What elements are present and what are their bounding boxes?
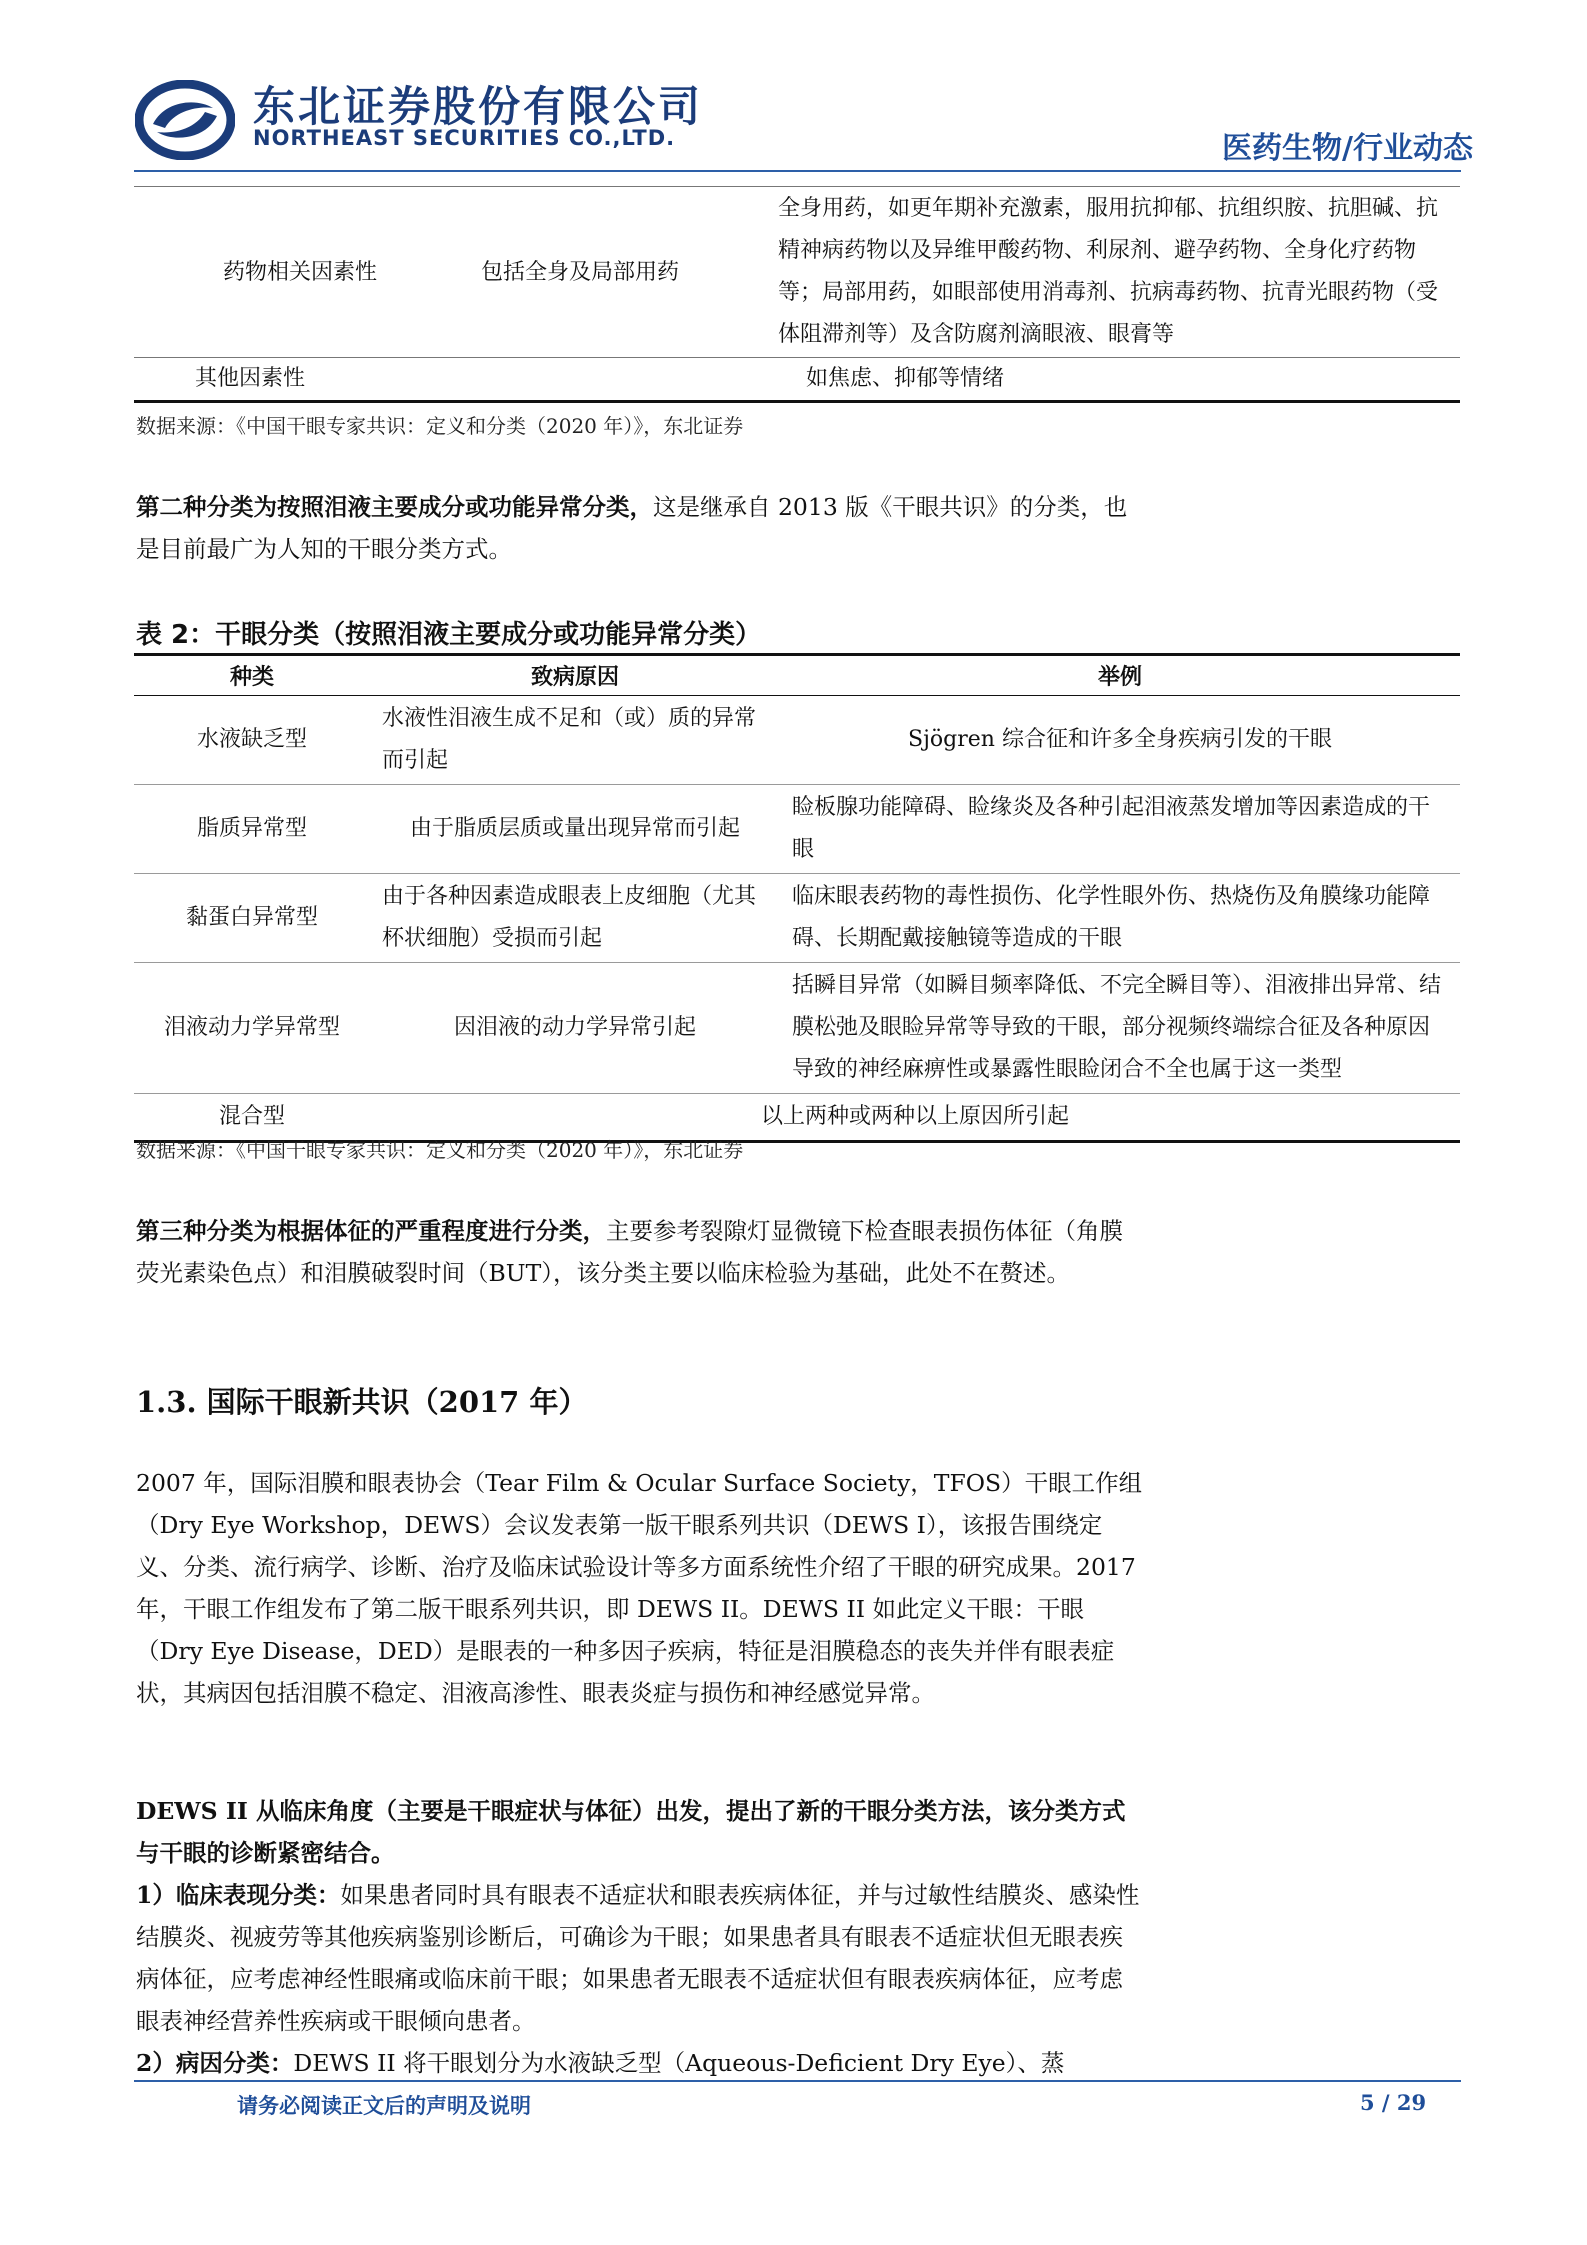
paragraph-dews-intro: 2007 年，国际泪膜和眼表协会（Tear Film & Ocular Surface Society，TFOS）干眼工作组（Dry Eye Workshop，DEWS）会议发表第一版干眼系列共识（DEWS I），该报告围绕定义、分类、流行病学、诊断、治疗及临床试验设计等多方面系统性介绍了干眼的研究成果。2017 年，干眼工作组发布了第二版干眼系列共识，即 DEWS II。DEWS II 如此定义干眼：干眼（Dry Eye Disease，DED）是眼表的一种多因子疾病，特征是泪膜稳态的丧失并伴有眼表症状，其病因包括泪膜不稳定、泪液高渗性、眼表炎症与损伤和神经感觉异常。 [136, 1469, 1143, 1707]
table2-type-cell: 水液缺乏型 [134, 696, 370, 785]
table2-header: 举例 [780, 655, 1460, 696]
table2-example-cell: 括瞬目异常（如瞬目频率降低、不完全瞬目等）、泪液排出异常、结膜松弛及眼睑异常等导致的干眼，部分视频终端综合征及各种原因导致的神经麻痹性或暴露性眼睑闭合不全也属于这一类型 [780, 963, 1460, 1094]
table1-source: 数据来源：《中国干眼专家共识：定义和分类（2020 年）》，东北证券 [136, 414, 744, 438]
table-row [134, 696, 1460, 785]
table1-examples-cell: 如焦虑、抑郁等情绪 [806, 366, 1005, 391]
paragraph-etiology-classification [136, 2042, 1146, 2084]
table2-caption: 表 2：干眼分类（按照泪液主要成分或功能异常分类） [136, 620, 762, 650]
table-row [134, 963, 1460, 1094]
paragraph-lead: 第二种分类为按照泪液主要成分或功能异常分类， [136, 493, 653, 521]
paragraph-lead: 第三种分类为根据体征的严重程度进行分类， [136, 1217, 606, 1245]
paragraph-body: 这是继承自 2013 版《干眼共识》的分类，也是目前最广为人知的干眼分类方式。 [136, 493, 1128, 563]
table1-factor-cell: 其他因素性 [194, 366, 305, 391]
paragraph-body: 主要参考裂隙灯显微镜下检查眼表损伤体征（角膜荧光素染色点）和泪膜破裂时间（BUT），该分类主要以临床检验为基础，此处不在赘述。 [136, 1217, 1123, 1287]
table1-factor-cell: 药物相关因素性 [222, 260, 377, 285]
table-row [134, 785, 1460, 874]
paragraph-lead: 1）临床表现分类： [136, 1881, 341, 1909]
header-divider [134, 170, 1461, 172]
table2-type-cell: 泪液动力学异常型 [134, 963, 370, 1094]
table2 [134, 655, 1460, 1143]
table2-source: 数据来源：《中国干眼专家共识：定义和分类（2020 年）》，东北证券 [136, 1138, 744, 1162]
paragraph-body: 如果患者同时具有眼表不适症状和眼表疾病体征，并与过敏性结膜炎、感染性结膜炎、视疲劳等其他疾病鉴别诊断后，可确诊为干眼；如果患者具有眼表不适症状但无眼表疾病体征，应考虑神经性眼痛或临床前干眼；如果患者无眼表不适症状但有眼表疾病体征，应考虑眼表神经营养性疾病或干眼倾向患者。 [136, 1881, 1140, 2035]
table1-bottom-rule [134, 400, 1460, 403]
table1-scope-cell: 包括全身及局部用药 [480, 260, 679, 285]
table-row [134, 874, 1460, 963]
table2-header-row [134, 655, 1460, 696]
footer-divider [134, 2080, 1461, 2082]
company-logo [135, 80, 235, 160]
table2-cause-cell: 因泪液的动力学异常引起 [370, 963, 780, 1094]
table2-example-cell: 睑板腺功能障碍、睑缘炎及各种引起泪液蒸发增加等因素造成的干眼 [780, 785, 1460, 874]
table2-header: 致病原因 [370, 655, 780, 696]
footer-disclaimer: 请务必阅读正文后的声明及说明 [237, 2094, 531, 2118]
company-name-cn: 东北证券股份有限公司 [253, 82, 704, 131]
paragraph-classification-2 [136, 486, 1146, 570]
table1-top-rule [134, 186, 1460, 187]
company-name-en: NORTHEAST SECURITIES CO.,LTD. [253, 126, 676, 150]
paragraph-lead: 2）病因分类： [136, 2049, 294, 2077]
page-number: 5 / 29 [1360, 2090, 1427, 2115]
paragraph-classification-3 [136, 1210, 1146, 1294]
table2-type-cell: 脂质异常型 [134, 785, 370, 874]
paragraph-clinical-classification [136, 1874, 1146, 2042]
table2-cause-cell: 水液性泪液生成不足和（或）质的异常而引起 [370, 696, 780, 785]
table2-example-cell: Sjögren 综合征和许多全身疾病引发的干眼 [780, 696, 1460, 785]
section-heading: 1.3. 国际干眼新共识（2017 年） [136, 1385, 588, 1419]
table2-header: 种类 [134, 655, 370, 696]
table2-cause-cell: 由于脂质层质或量出现异常而引起 [370, 785, 780, 874]
paragraph-body: DEWS II 将干眼划分为水液缺乏型（Aqueous-Deficient Dry Eye）、蒸 [293, 2049, 1065, 2077]
table2-cause-cell: 由于各种因素造成眼表上皮细胞（尤其杯状细胞）受损而引起 [370, 874, 780, 963]
table2-type-cell: 混合型 [134, 1094, 370, 1142]
table2-type-cell: 黏蛋白异常型 [134, 874, 370, 963]
table1-examples-cell: 全身用药，如更年期补充激素，服用抗抑郁、抗组织胺、抗胆碱、抗精神病药物以及异维甲酸药物、利尿剂、避孕药物、全身化疗药物等；局部用药，如眼部使用消毒剂、抗病毒药物、抗青光眼药物（受体阻滞剂等）及含防腐剂滴眼液、眼膏等 [778, 196, 1439, 347]
table2-cause-cell: 以上两种或两种以上原因所引起 [370, 1094, 1460, 1142]
table2-example-cell: 临床眼表药物的毒性损伤、化学性眼外伤、热烧伤及角膜缘功能障碍、长期配戴接触镜等造成的干眼 [780, 874, 1460, 963]
report-section-label: 医药生物/行业动态 [1222, 131, 1473, 166]
paragraph-dews-classification: DEWS II 从临床角度（主要是干眼症状与体征）出发，提出了新的干眼分类方法，该分类方式与干眼的诊断紧密结合。 [136, 1797, 1126, 1867]
